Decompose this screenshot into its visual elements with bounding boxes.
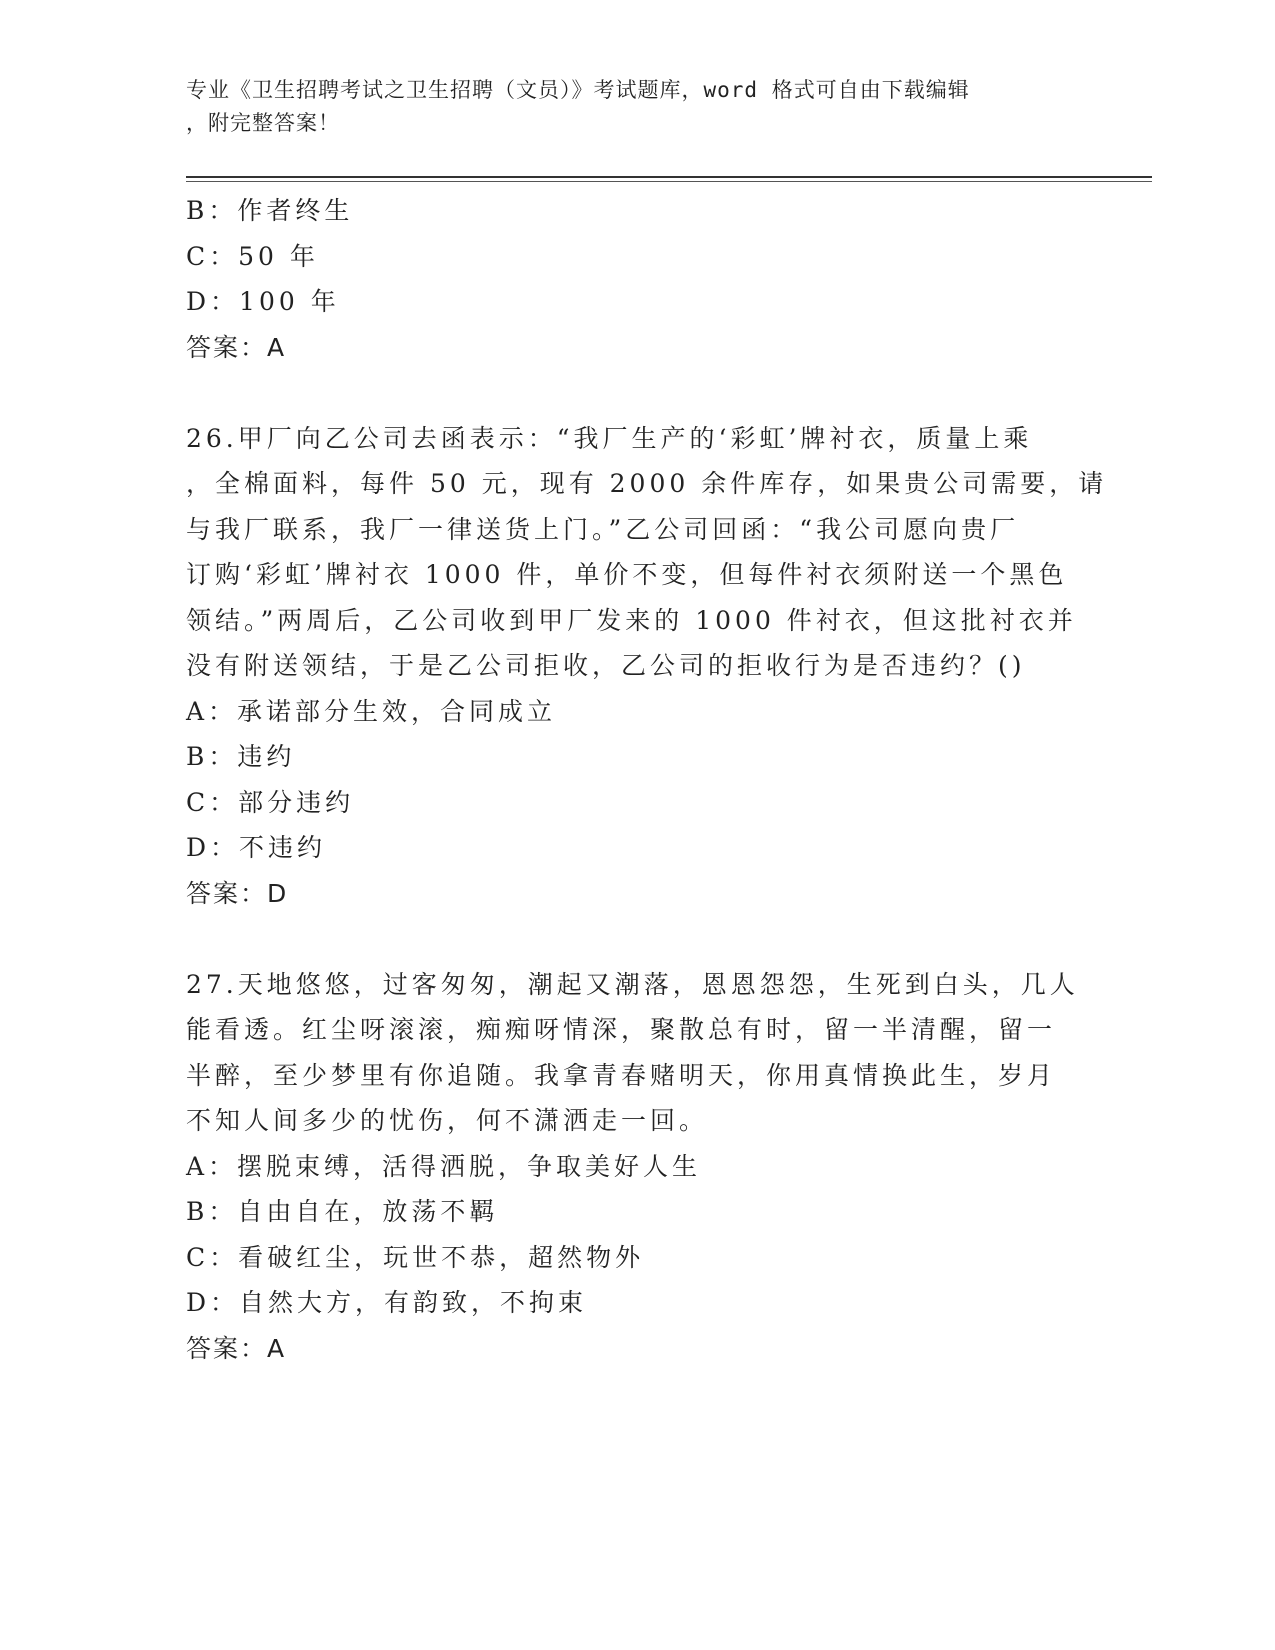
option-a: A：摆脱束缚，活得洒脱，争取美好人生 [186,1151,702,1181]
answer-line: 答案：D [186,878,289,908]
spacer [186,916,1086,962]
option-d: D：不违约 [186,833,327,862]
option-c: C：部分违约 [186,787,355,817]
question-text-line: 半醉，至少梦里有你追随。我拿青春赌明天，你用真情换此生，岁月 [186,1060,1057,1090]
question-text-line: 26.甲厂向乙公司去函表示：“我厂生产的‘彩虹’牌衬衣，质量上乘 [186,423,1033,453]
header-line-1: 专业《卫生招聘考试之卫生招聘（文员）》考试题库，word 格式可自由下载编辑 [186,78,970,102]
option-b: B：违约 [186,742,296,771]
document-header [186,74,1066,140]
option-d: D：自然大方，有韵致，不拘束 [186,1288,588,1317]
header-line-2: ，附完整答案！ [186,111,340,135]
question-25-continuation [186,188,1086,370]
answer-line: 答案：A [186,1333,287,1363]
header-divider-thick [186,176,1152,178]
question-text-line: 27.天地悠悠，过客匆匆，潮起又潮落，恩恩怨怨，生死到白头，几人 [186,969,1079,999]
question-text-line: 领结。”两周后，乙公司收到甲厂发来的 1000 件衬衣，但这批衬衣并 [186,605,1077,635]
option-c: C：50 年 [186,241,319,271]
question-text-line: 能看透。红尘呀滚滚，痴痴呀情深，聚散总有时，留一半清醒，留一 [186,1015,1057,1044]
answer-line: 答案：A [186,332,287,362]
question-26 [186,416,1108,917]
question-text-line: 订购‘彩虹’牌衬衣 1000 件，单价不变，但每件衬衣须附送一个黑色 [186,560,1068,589]
option-a: A：承诺部分生效，合同成立 [186,696,557,726]
option-c: C：看破红尘，玩世不恭，超然物外 [186,1242,645,1272]
question-text-line: 与我厂联系，我厂一律送货上门。”乙公司回函：“我公司愿向贵厂 [186,514,1020,544]
option-b: B：自由自在，放荡不羁 [186,1197,499,1226]
option-d: D：100 年 [186,287,340,316]
header-divider-thin [186,181,1152,182]
spacer [186,370,1086,416]
option-b: B：作者终生 [186,196,354,225]
document-body [186,188,1108,1371]
question-text-line: ，全棉面料，每件 50 元，现有 2000 余件库存，如果贵公司需要，请 [186,469,1108,498]
question-27 [186,962,1086,1372]
question-text-line: 不知人间多少的忧伤，何不潇洒走一回。 [186,1106,709,1135]
question-text-line: 没有附送领结，于是乙公司拒收，乙公司的拒收行为是否违约？() [186,651,1026,680]
